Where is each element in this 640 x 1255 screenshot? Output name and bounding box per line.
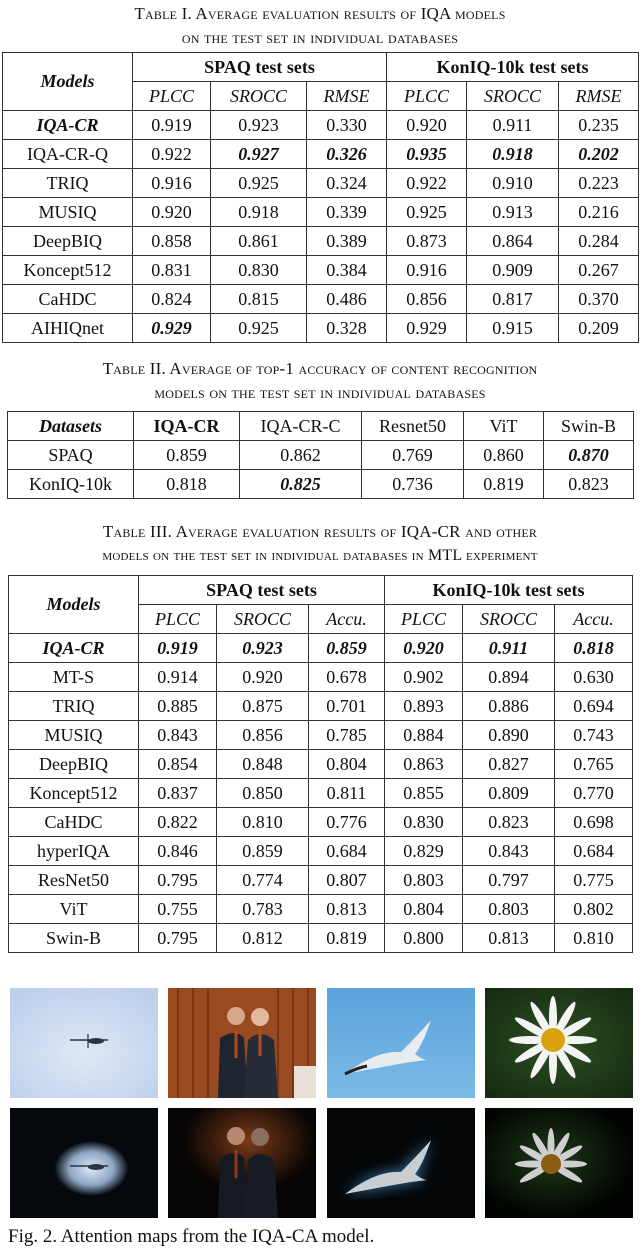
metric-header: PLCC [139,605,217,634]
table1 [2,52,639,343]
model-name: AIHIQnet [3,314,133,343]
cell: 0.209 [559,314,639,343]
cell: 0.861 [211,227,307,256]
model-name: MUSIQ [3,198,133,227]
metric-header: RMSE [559,82,639,111]
column-header: IQA-CR [134,412,240,441]
metric-header: SROCC [463,605,555,634]
image-seagull-attention [327,1108,475,1218]
cell: 0.923 [211,111,307,140]
cell: 0.785 [309,721,385,750]
table-row [3,198,639,227]
cell: 0.813 [309,895,385,924]
cell: 0.893 [385,692,463,721]
cell: 0.890 [463,721,555,750]
cell: 0.813 [463,924,555,953]
cell: 0.804 [309,750,385,779]
cell: 0.817 [467,285,559,314]
group-header-koniq: KonIQ-10k test sets [387,53,639,82]
cell: 0.856 [217,721,309,750]
cell: 0.803 [463,895,555,924]
table-row [9,634,633,663]
group-header-koniq: KonIQ-10k test sets [385,576,633,605]
table-row [9,924,633,953]
cell: 0.783 [217,895,309,924]
cell: 0.216 [559,198,639,227]
image-daisy-original [485,988,633,1098]
cell: 0.811 [309,779,385,808]
cell-best: 0.825 [240,470,362,499]
model-name: IQA-CR [3,111,133,140]
cell: 0.823 [544,470,634,499]
table3-caption [0,520,640,568]
cell: 0.370 [559,285,639,314]
cell: 0.810 [555,924,633,953]
model-name: hyperIQA [9,837,139,866]
cell: 0.886 [463,692,555,721]
cell: 0.774 [217,866,309,895]
cell: 0.389 [307,227,387,256]
cell: 0.894 [463,663,555,692]
cell: 0.914 [139,663,217,692]
table-row [9,837,633,866]
figure-caption: Fig. 2. Attention maps from the IQA-CA model. [8,1226,375,1247]
cell-best: 0.202 [559,140,639,169]
cell: 0.830 [211,256,307,285]
cell: 0.819 [309,924,385,953]
cell: 0.807 [309,866,385,895]
metric-header: SROCC [211,82,307,111]
cell: 0.384 [307,256,387,285]
cell: 0.859 [217,837,309,866]
table2 [7,411,634,499]
cell: 0.769 [362,441,464,470]
cell: 0.765 [555,750,633,779]
cell: 0.916 [133,169,211,198]
cell: 0.846 [139,837,217,866]
cell: 0.858 [133,227,211,256]
image-daisy-attention [485,1108,633,1218]
cell: 0.918 [211,198,307,227]
cell: 0.862 [240,441,362,470]
group-header-spaq: SPAQ test sets [133,53,387,82]
cell-best: 0.911 [463,634,555,663]
cell: 0.330 [307,111,387,140]
metric-header: RMSE [307,82,387,111]
metric-header: PLCC [385,605,463,634]
datasets-header: Datasets [8,412,134,441]
cell: 0.755 [139,895,217,924]
model-name: ResNet50 [9,866,139,895]
cell: 0.864 [467,227,559,256]
cell: 0.804 [385,895,463,924]
model-name: MT-S [9,663,139,692]
cell: 0.922 [133,140,211,169]
cell: 0.324 [307,169,387,198]
cell: 0.223 [559,169,639,198]
cell: 0.829 [385,837,463,866]
table1-caption-line2: on the test set in individual databases [181,28,459,47]
model-name: Swin-B [9,924,139,953]
model-name: CaHDC [9,808,139,837]
model-name: TRIQ [9,692,139,721]
cell: 0.776 [309,808,385,837]
cell: 0.909 [467,256,559,285]
cell-best: 0.870 [544,441,634,470]
metric-header: PLCC [133,82,211,111]
image-handshake-original [168,988,316,1098]
column-header: Resnet50 [362,412,464,441]
cell: 0.873 [387,227,467,256]
metric-header: SROCC [467,82,559,111]
cell-best: 0.326 [307,140,387,169]
cell: 0.823 [463,808,555,837]
cell: 0.855 [385,779,463,808]
image-handshake-attention [168,1108,316,1218]
column-header: IQA-CR-C [240,412,362,441]
cell: 0.929 [387,314,467,343]
table-row [3,285,639,314]
dataset-name: SPAQ [8,441,134,470]
cell: 0.837 [139,779,217,808]
cell: 0.678 [309,663,385,692]
cell-best: 0.818 [555,634,633,663]
cell: 0.875 [217,692,309,721]
cell: 0.736 [362,470,464,499]
table2-caption-line2: models on the test set in individual databases [154,383,486,402]
image-airplane-attention [10,1108,158,1218]
dataset-name: KonIQ-10k [8,470,134,499]
image-airplane-original [10,988,158,1098]
cell-best: 0.859 [309,634,385,663]
image-seagull-original [327,988,475,1098]
cell: 0.920 [133,198,211,227]
cell: 0.743 [555,721,633,750]
cell: 0.850 [217,779,309,808]
model-name: MUSIQ [9,721,139,750]
cell: 0.920 [217,663,309,692]
cell: 0.815 [211,285,307,314]
cell: 0.831 [133,256,211,285]
column-header: ViT [464,412,544,441]
cell-best: 0.935 [387,140,467,169]
cell: 0.684 [309,837,385,866]
cell: 0.915 [467,314,559,343]
cell-best: 0.929 [133,314,211,343]
table1-caption [0,2,640,50]
table-row [8,470,634,499]
cell: 0.920 [387,111,467,140]
model-name: Koncept512 [3,256,133,285]
cell: 0.795 [139,924,217,953]
table-row [9,866,633,895]
cell-best: 0.927 [211,140,307,169]
cell: 0.797 [463,866,555,895]
metric-header: SROCC [217,605,309,634]
table-row [3,227,639,256]
table-row [9,721,633,750]
cell: 0.800 [385,924,463,953]
table-row [9,663,633,692]
cell: 0.922 [387,169,467,198]
cell: 0.925 [211,169,307,198]
table-row [9,779,633,808]
cell: 0.328 [307,314,387,343]
cell: 0.802 [555,895,633,924]
table-row [9,895,633,924]
table2-caption [0,357,640,405]
table-row [9,692,633,721]
models-header: Models [9,576,139,634]
cell: 0.859 [134,441,240,470]
model-name: IQA-CR-Q [3,140,133,169]
cell: 0.822 [139,808,217,837]
table-row [3,140,639,169]
cell: 0.885 [139,692,217,721]
cell: 0.843 [463,837,555,866]
cell: 0.856 [387,285,467,314]
cell: 0.630 [555,663,633,692]
cell-best: 0.920 [385,634,463,663]
cell: 0.824 [133,285,211,314]
cell: 0.911 [467,111,559,140]
table-row [3,169,639,198]
cell: 0.698 [555,808,633,837]
metric-header: PLCC [387,82,467,111]
cell-best: 0.918 [467,140,559,169]
model-name: DeepBIQ [3,227,133,256]
cell: 0.913 [467,198,559,227]
table3 [8,575,633,953]
table-row [9,808,633,837]
cell: 0.684 [555,837,633,866]
cell: 0.775 [555,866,633,895]
model-name: CaHDC [3,285,133,314]
cell: 0.848 [217,750,309,779]
cell: 0.486 [307,285,387,314]
cell: 0.827 [463,750,555,779]
cell: 0.235 [559,111,639,140]
table-row [9,750,633,779]
cell: 0.339 [307,198,387,227]
cell: 0.860 [464,441,544,470]
cell: 0.854 [139,750,217,779]
model-name: Koncept512 [9,779,139,808]
table-row [3,111,639,140]
cell: 0.910 [467,169,559,198]
model-name: TRIQ [3,169,133,198]
metric-header: Accu. [555,605,633,634]
column-header: Swin-B [544,412,634,441]
table3-caption-line2: models on the test set in individual databases in MTL experiment [102,547,538,564]
cell: 0.770 [555,779,633,808]
table-row [8,441,634,470]
cell: 0.902 [385,663,463,692]
cell: 0.267 [559,256,639,285]
model-name: ViT [9,895,139,924]
cell: 0.830 [385,808,463,837]
table-row [3,314,639,343]
table1-caption-line1: Table I. Average evaluation results of IQA models [134,4,506,23]
models-header: Models [3,53,133,111]
table-row [3,256,639,285]
cell: 0.819 [464,470,544,499]
cell: 0.843 [139,721,217,750]
cell: 0.916 [387,256,467,285]
cell-best: 0.923 [217,634,309,663]
cell: 0.809 [463,779,555,808]
cell: 0.884 [385,721,463,750]
model-name: IQA-CR [9,634,139,663]
cell: 0.284 [559,227,639,256]
cell: 0.863 [385,750,463,779]
cell-best: 0.919 [139,634,217,663]
cell: 0.925 [387,198,467,227]
cell: 0.694 [555,692,633,721]
cell: 0.810 [217,808,309,837]
cell: 0.803 [385,866,463,895]
model-name: DeepBIQ [9,750,139,779]
cell: 0.701 [309,692,385,721]
cell: 0.919 [133,111,211,140]
table3-caption-line1: Table III. Average evaluation results of IQA-CR and other [102,522,538,541]
metric-header: Accu. [309,605,385,634]
cell: 0.795 [139,866,217,895]
table2-caption-line1: Table II. Average of top-1 accuracy of content recognition [102,359,538,378]
cell: 0.812 [217,924,309,953]
cell: 0.818 [134,470,240,499]
cell: 0.925 [211,314,307,343]
group-header-spaq: SPAQ test sets [139,576,385,605]
